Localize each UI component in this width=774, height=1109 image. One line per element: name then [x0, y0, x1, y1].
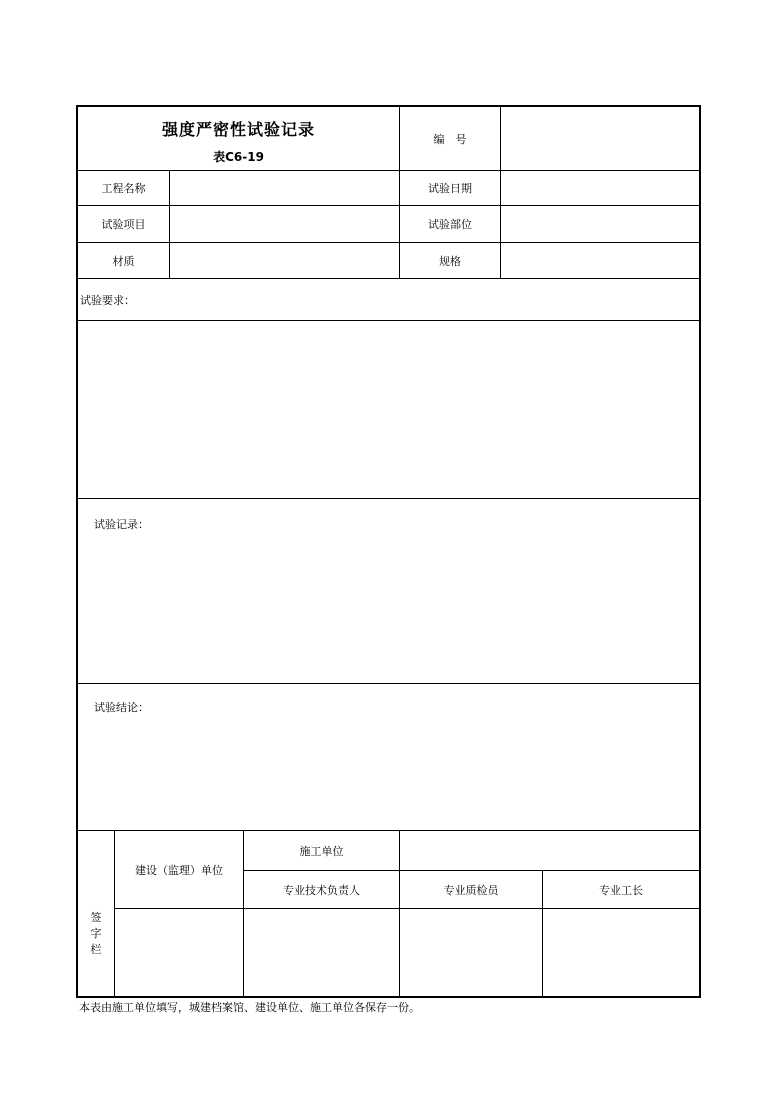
test-date-field[interactable] [501, 171, 699, 205]
quality-inspector-signature-field[interactable] [400, 909, 542, 996]
conclusion-label: 试验结论： [94, 701, 149, 714]
row-divider [78, 498, 699, 499]
spec-label: 规格 [439, 254, 461, 268]
conclusion-area[interactable] [78, 722, 699, 830]
signature-column-label: 签 字 栏 [90, 910, 102, 956]
requirements-label: 试验要求： [80, 293, 135, 307]
requirements-area[interactable] [78, 321, 699, 498]
contractor-field[interactable] [400, 831, 699, 870]
owner-label: 建设（监理）单位 [135, 863, 223, 877]
test-date-label: 试验日期 [428, 182, 472, 195]
record-area[interactable] [78, 539, 699, 683]
tech-lead-signature-field[interactable] [244, 909, 399, 996]
project-name-label: 工程名称 [101, 182, 146, 195]
footer-note: 本表由施工单位填写，城建档案馆、建设单位、施工单位各保存一份。 [79, 1001, 420, 1014]
test-part-field[interactable] [501, 206, 699, 242]
foreman-signature-field[interactable] [543, 909, 699, 996]
test-record-form [76, 105, 701, 998]
spec-field[interactable] [501, 243, 699, 278]
test-item-label: 试验项目 [101, 218, 146, 231]
test-item-field[interactable] [170, 206, 399, 242]
row-divider [78, 683, 699, 684]
number-label: 编 号 [433, 132, 467, 146]
number-field[interactable] [501, 107, 699, 170]
test-part-label: 试验部位 [428, 218, 472, 231]
quality-inspector-label: 专业质检员 [443, 883, 499, 897]
foreman-label: 专业工长 [599, 883, 643, 897]
form-title: 强度严密性试验记录 [161, 119, 315, 139]
owner-signature-field[interactable] [115, 909, 243, 996]
record-label: 试验记录： [94, 518, 149, 531]
material-field[interactable] [170, 243, 399, 278]
project-name-field[interactable] [170, 171, 399, 205]
contractor-label: 施工单位 [299, 844, 344, 858]
tech-lead-label: 专业技术负责人 [283, 883, 360, 897]
form-code: 表C6-19 [213, 149, 264, 164]
material-label: 材质 [112, 254, 135, 268]
